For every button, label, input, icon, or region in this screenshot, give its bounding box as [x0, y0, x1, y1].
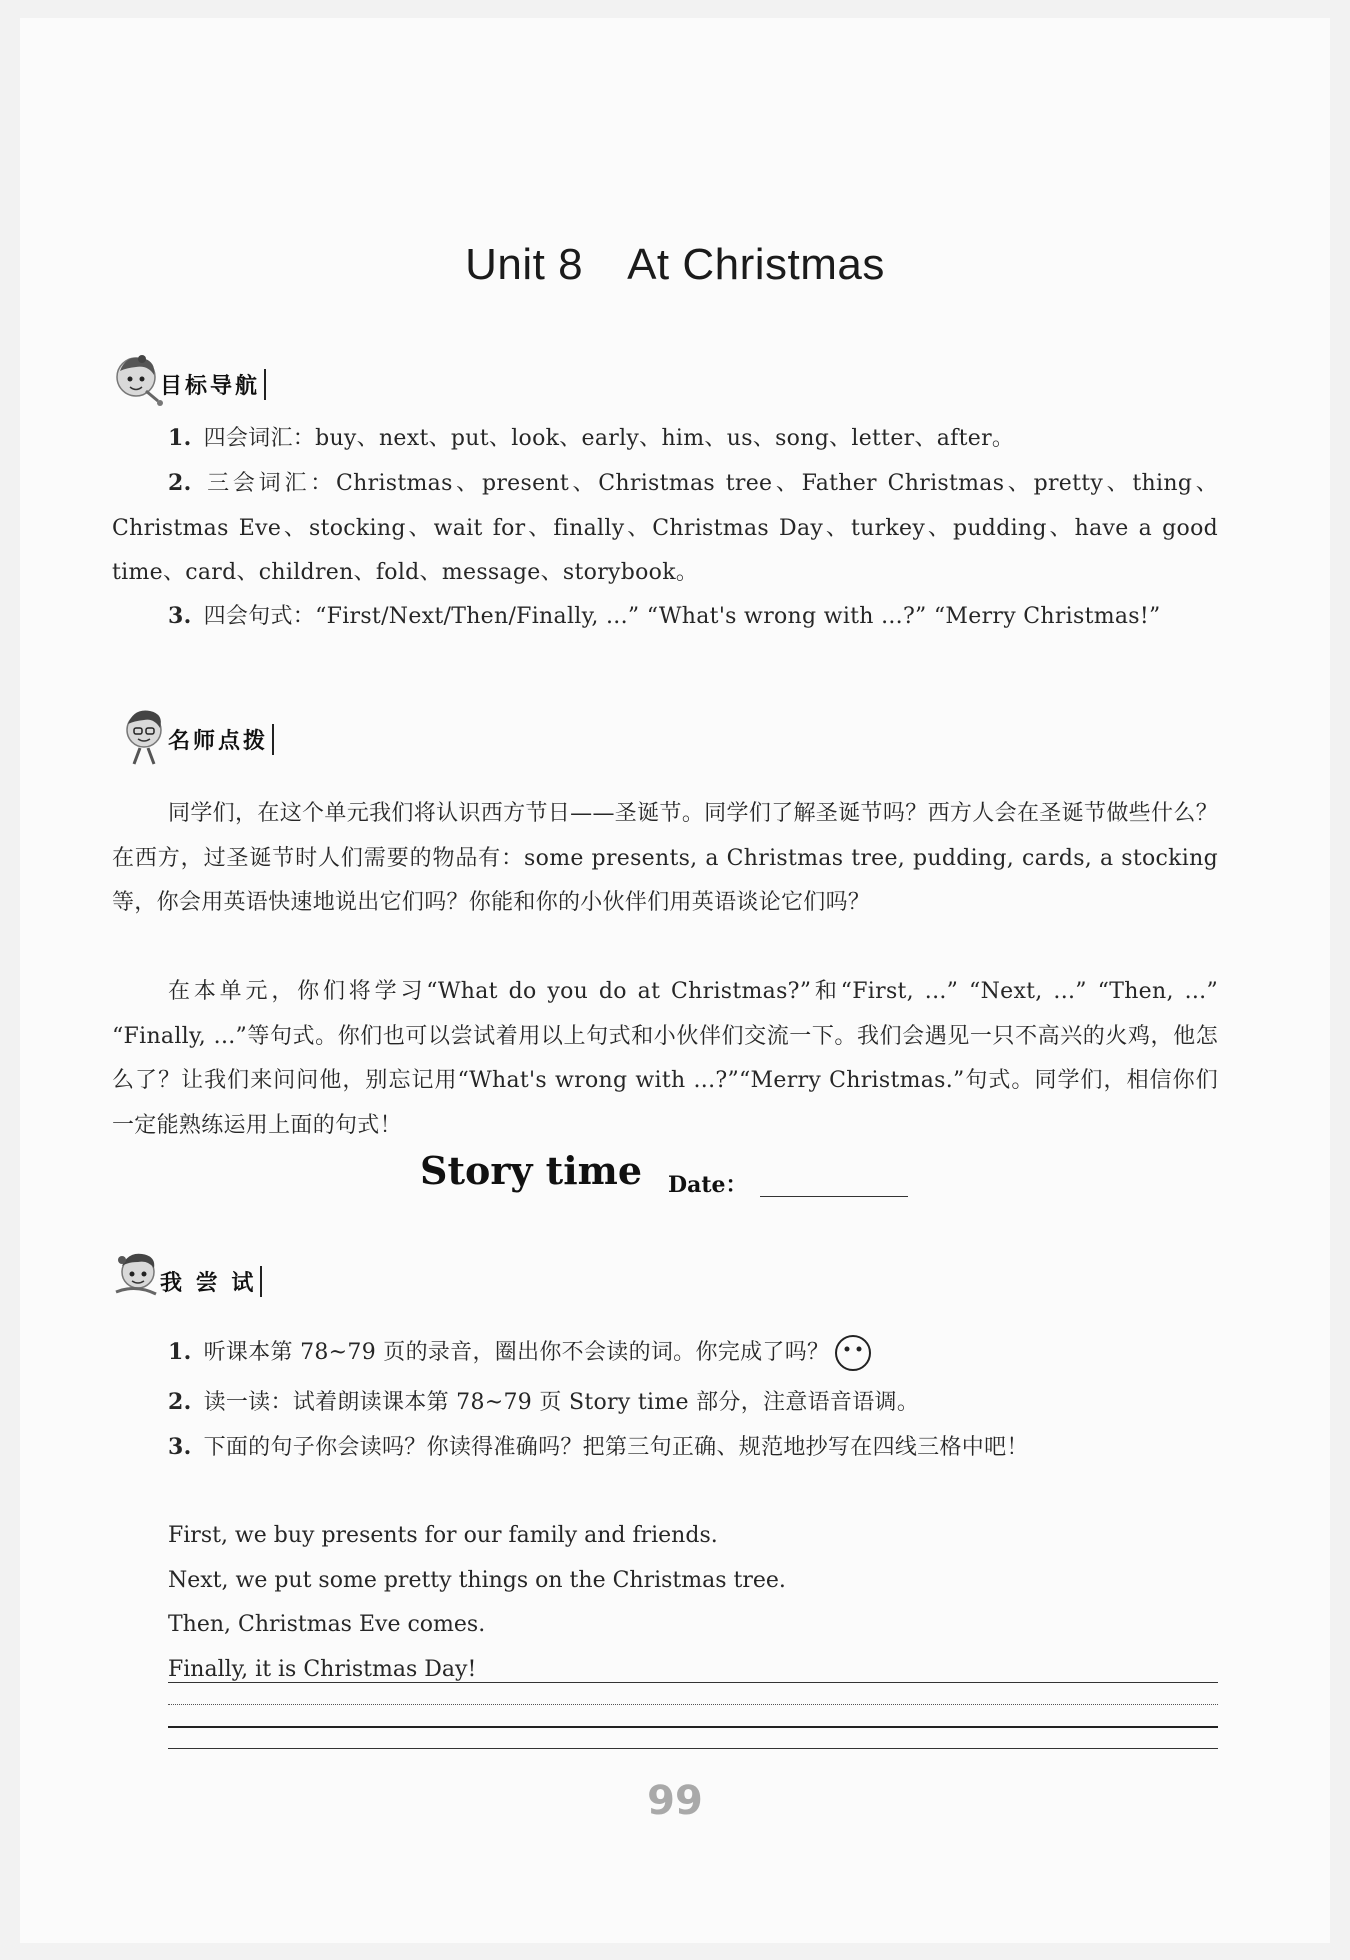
- section-heading-goals: [112, 353, 332, 405]
- item-text: 四会句式：“First/Next/Then/Finally, ...” “What's wrong with ...?” “Merry Christmas!”: [203, 604, 1161, 629]
- goals-item-3: [112, 594, 1218, 640]
- section-label: 名师点拨: [168, 724, 274, 755]
- teacher-paragraph-2: 在本单元，你们将学习“What do you do at Christmas?”和“First, ...” “Next, ...” “Then, ...” “Finally, ...”等句式。你们也可以尝试着用以上句式和小伙伴们交流一下。我们会遇见一只不高兴的火鸡，他怎么了？让我们来问问他，别忘记用“What's wrong with ...?”“Merry Christmas.”句式。同学们，相信你们一定能熟练运用上面的句式！: [112, 979, 1218, 1138]
- teacher-paragraph-1: 同学们，在这个单元我们将认识西方节日——圣诞节。同学们了解圣诞节吗？西方人会在圣诞节做些什么？在西方，过圣诞节时人们需要的物品有：some presents, a Christmas tree, pudding, cards, a stocking 等，你会用英语快速地说出它们吗？你能和你的小伙伴们用英语谈论它们吗？: [112, 801, 1218, 915]
- grid-line-top: [168, 1682, 1218, 1683]
- item-number: 3.: [168, 603, 192, 629]
- grid-line-upper: [168, 1704, 1218, 1705]
- section-label: 我 尝 试: [160, 1266, 262, 1297]
- sentence-line: Next, we put some pretty things on the Christmas tree.: [168, 1567, 786, 1593]
- date-label: Date：: [668, 1172, 748, 1198]
- try-item-2: [112, 1380, 1218, 1426]
- unit-name: At Christmas: [627, 240, 885, 289]
- story-time-title: Story time: [420, 1148, 643, 1193]
- item-number: 1.: [168, 425, 192, 451]
- goals-item-2: [112, 461, 1218, 596]
- item-text: 三会词汇：Christmas、present、Christmas tree、Father Christmas、pretty、thing、Christmas Eve、stocking、wait for、finally、Christmas Day、turkey、pudding、have a good time、card、children、fold、message、storybook。: [112, 471, 1218, 585]
- smiley-face-icon[interactable]: [833, 1333, 873, 1373]
- section-heading-try: [112, 1250, 312, 1302]
- item-number: 2.: [168, 1389, 192, 1415]
- section-heading-teacher: [120, 708, 340, 760]
- sentence-line: First, we buy presents for our family and friends.: [168, 1523, 718, 1548]
- grid-line-base: [168, 1726, 1218, 1728]
- try-item-3: [112, 1425, 1218, 1471]
- item-number: 1.: [168, 1339, 192, 1365]
- item-text: 四会词汇：buy、next、put、look、early、him、us、song、letter、after。: [203, 426, 1015, 451]
- item-text: 听课本第 78~79 页的录音，圈出你不会读的词。你完成了吗？: [203, 1340, 830, 1365]
- unit-number: Unit 8: [465, 240, 584, 289]
- goals-item-1: [112, 416, 1218, 462]
- workbook-page: [20, 18, 1330, 1943]
- page-number: 99: [647, 1778, 703, 1824]
- page-title: [20, 240, 1330, 290]
- try-item-1: [112, 1330, 1218, 1376]
- item-number: 2.: [168, 470, 192, 496]
- sentence-line: Then, Christmas Eve comes.: [168, 1612, 486, 1637]
- section-label: 目标导航: [160, 369, 266, 400]
- date-line[interactable]: [760, 1196, 908, 1197]
- practice-sentences: [168, 1514, 786, 1692]
- grid-line-bottom: [168, 1748, 1218, 1749]
- item-number: 3.: [168, 1434, 192, 1460]
- sentence-line: Finally, it is Christmas Day!: [168, 1656, 477, 1682]
- item-text: 读一读：试着朗读课本第 78~79 页 Story time 部分，注意语音语调。: [203, 1390, 920, 1415]
- item-text: 下面的句子你会读吗？你读得准确吗？把第三句正确、规范地抄写在四线三格中吧！: [203, 1435, 1029, 1460]
